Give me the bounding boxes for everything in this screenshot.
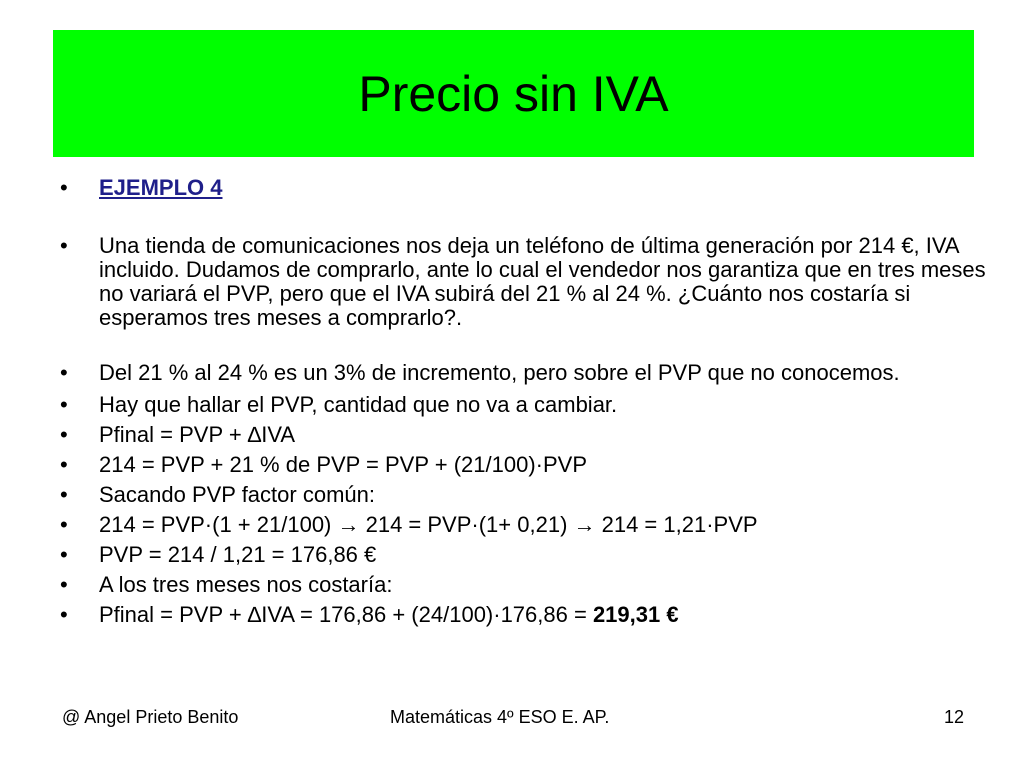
bullet-dot: • bbox=[60, 233, 68, 258]
bullet-dot: • bbox=[60, 572, 68, 597]
bullet-line-8 bbox=[56, 573, 986, 597]
bullet-line-5 bbox=[56, 483, 986, 507]
bullet-line-1 bbox=[56, 361, 986, 385]
bullet-dot: • bbox=[60, 392, 68, 417]
bullet-dot: • bbox=[60, 542, 68, 567]
bullet-list bbox=[56, 176, 986, 627]
bullet-dot: • bbox=[60, 175, 68, 200]
bullet-dot: • bbox=[60, 512, 68, 537]
line-text: 214 = PVP·(1 + 21/100) → 214 = PVP·(1+ 0,21) → 214 = 1,21·PVP bbox=[99, 512, 758, 537]
bullet-problem-statement bbox=[56, 234, 986, 330]
line-text bbox=[99, 603, 986, 627]
bullet-line-2 bbox=[56, 393, 986, 417]
bullet-line-4 bbox=[56, 453, 986, 477]
bullet-line-3 bbox=[56, 423, 986, 447]
problem-text: Una tienda de comunicaciones nos deja un teléfono de última generación por 214 €, IVA incluido. Dudamos de comprarlo, ante lo cual el vendedor nos garantiza que en tres meses no variará el PVP, pero que el IVA subirá del 21 % al 24 %. ¿Cuánto nos costaría si esperamos tres meses a comprarlo?. bbox=[99, 233, 986, 330]
footer-author: @ Angel Prieto Benito bbox=[62, 707, 239, 727]
slide-title: Precio sin IVA bbox=[358, 65, 669, 122]
line-text: Del 21 % al 24 % es un 3% de incremento, pero sobre el PVP que no conocemos. bbox=[99, 360, 900, 385]
final-result: 219,31 € bbox=[592, 602, 679, 627]
bullet-heading bbox=[56, 176, 986, 200]
bullet-dot: • bbox=[60, 482, 68, 507]
line-text: Sacando PVP factor común: bbox=[99, 482, 375, 507]
bullet-line-6 bbox=[56, 513, 986, 537]
line-text: Pfinal = PVP + ∆IVA bbox=[99, 422, 296, 447]
line-text: A los tres meses nos costaría: bbox=[99, 572, 393, 597]
footer-page-number: 12 bbox=[944, 707, 965, 727]
bullet-dot: • bbox=[60, 360, 68, 385]
line-text: 214 = PVP + 21 % de PVP = PVP + (21/100)·PVP bbox=[99, 452, 587, 477]
bullet-dot: • bbox=[60, 602, 68, 627]
bullet-line-7 bbox=[56, 543, 986, 567]
title-bar bbox=[53, 30, 974, 157]
line-text: Hay que hallar el PVP, cantidad que no va a cambiar. bbox=[99, 392, 618, 417]
bullet-dot: • bbox=[60, 422, 68, 447]
footer-course: Matemáticas 4º ESO E. AP. bbox=[390, 707, 610, 727]
bullet-line-9 bbox=[56, 603, 986, 627]
formula-prefix: Pfinal = PVP + ∆IVA = 176,86 + (24/100)·176,86 = bbox=[99, 602, 593, 627]
bullet-dot: • bbox=[60, 452, 68, 477]
example-heading: EJEMPLO 4 bbox=[99, 175, 223, 200]
line-text: PVP = 214 / 1,21 = 176,86 € bbox=[99, 542, 377, 567]
